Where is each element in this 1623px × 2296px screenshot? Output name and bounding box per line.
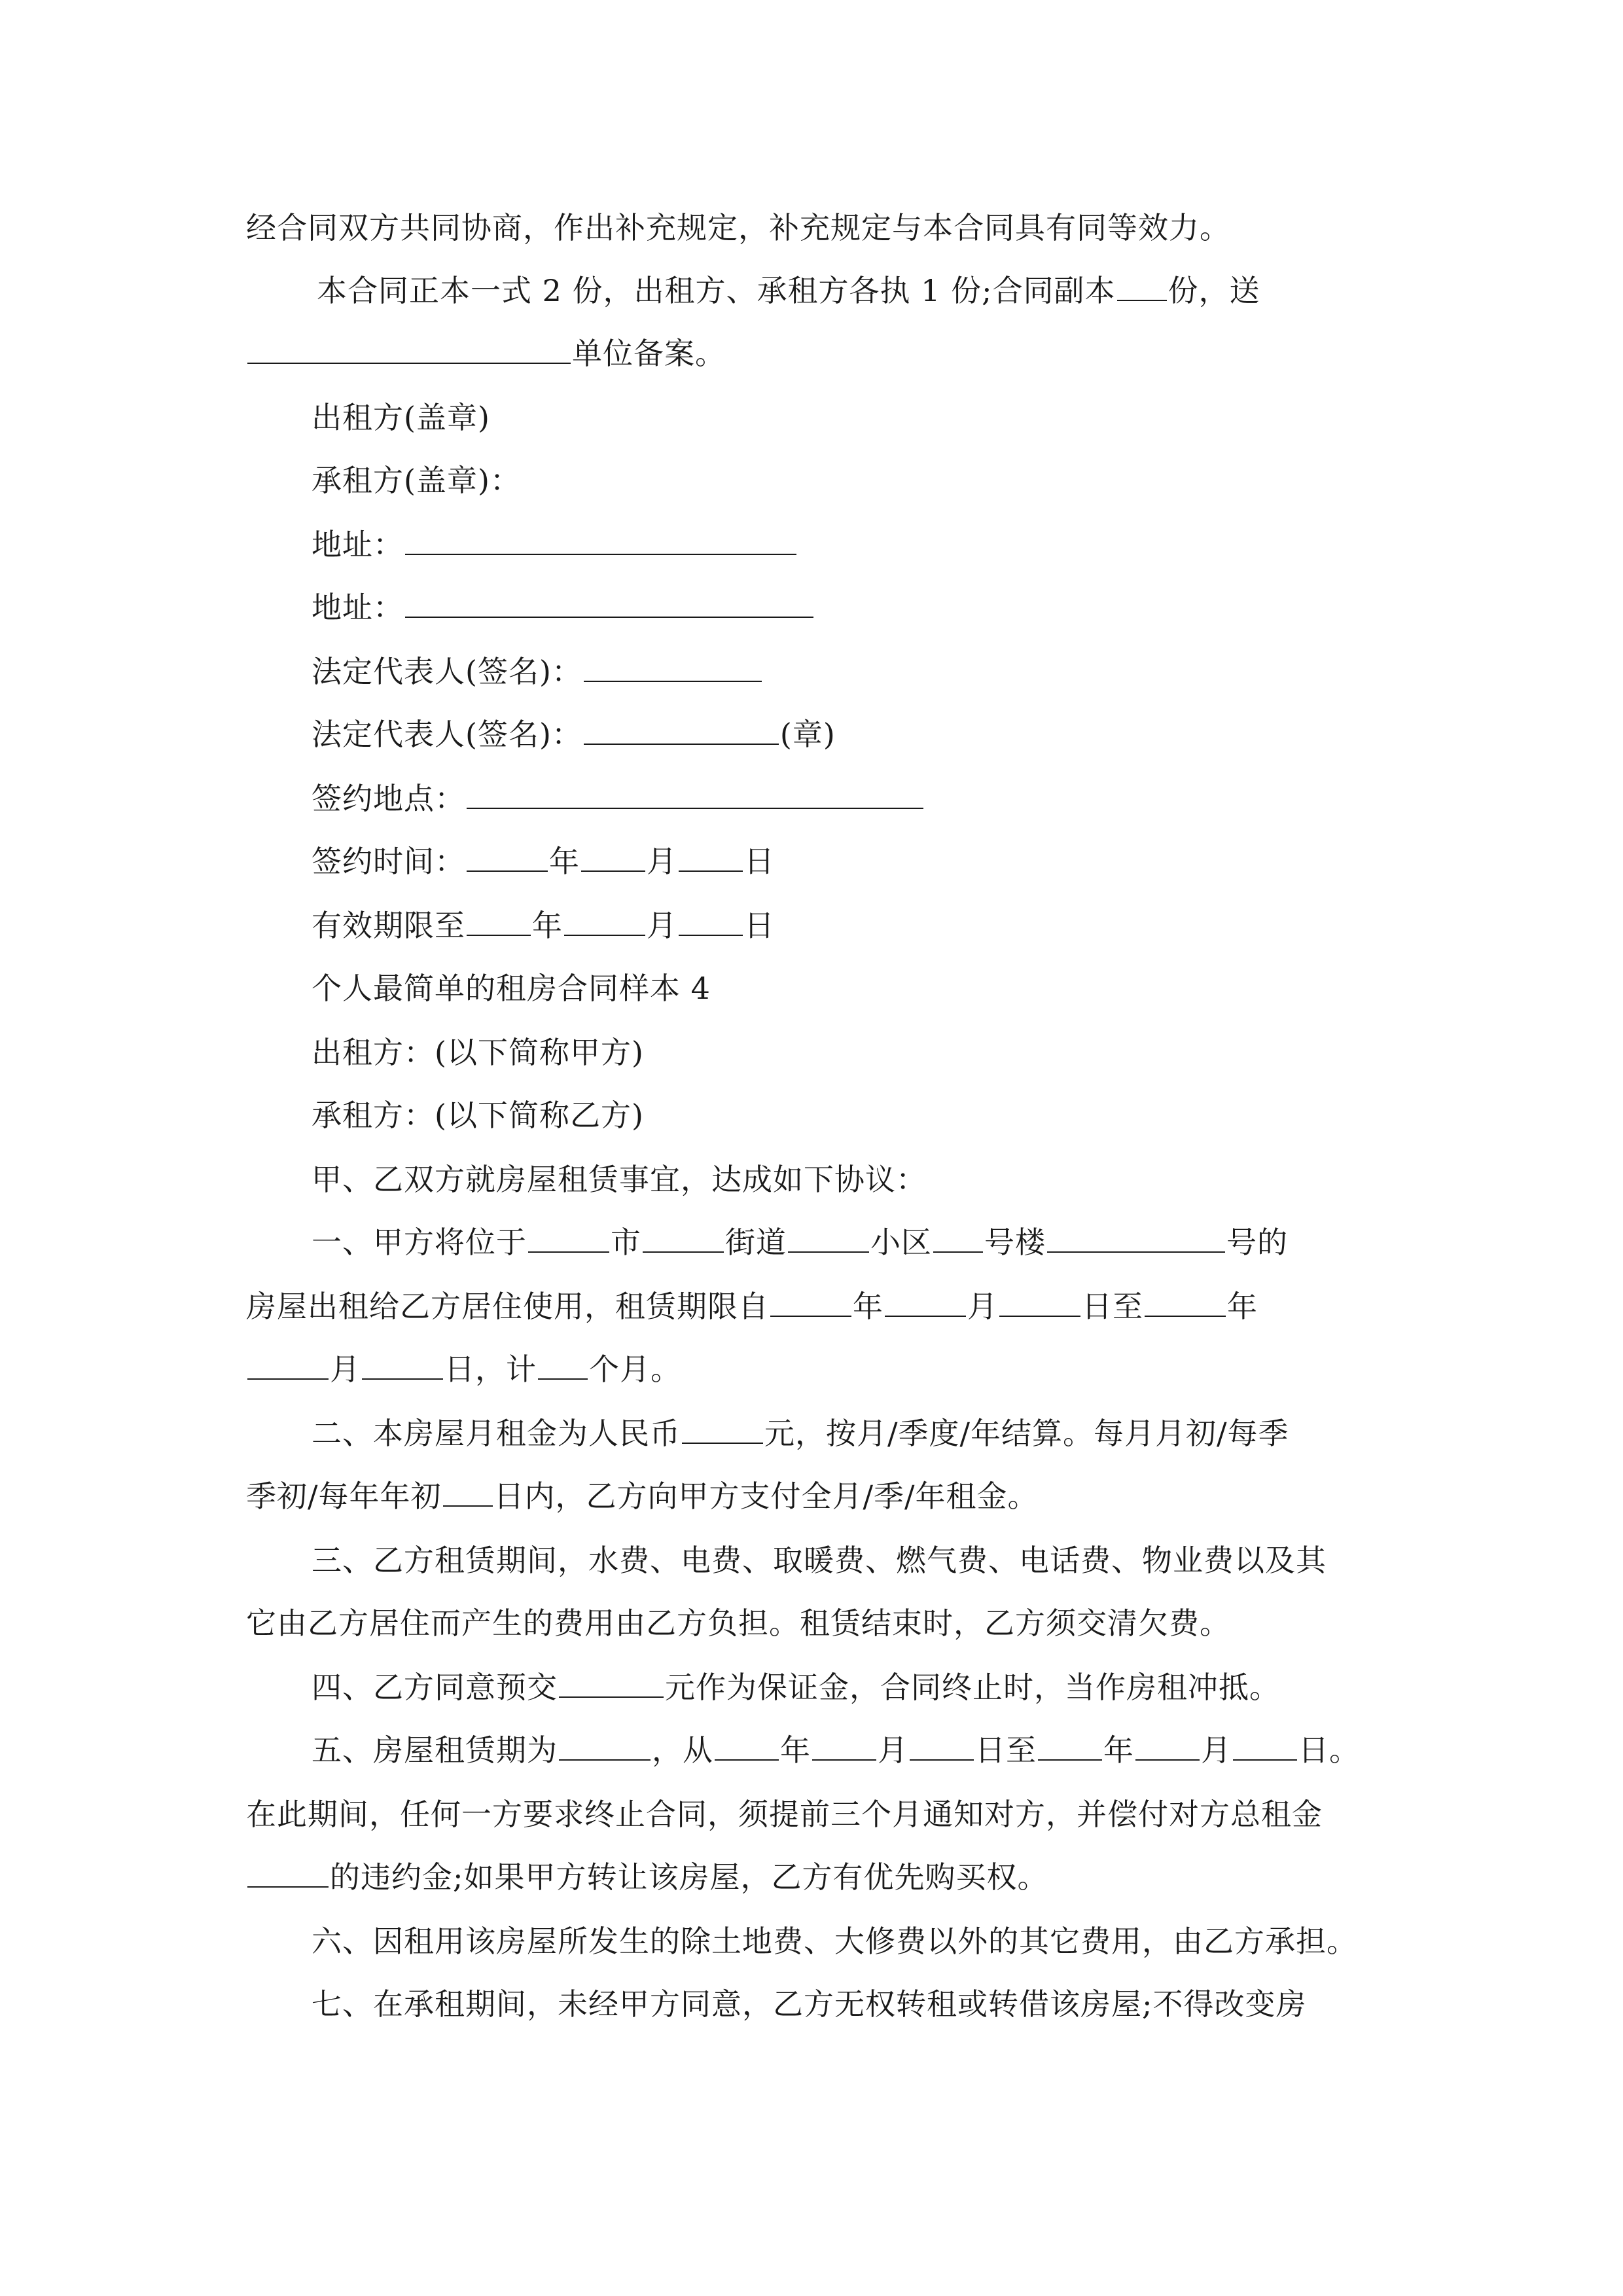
text: 月	[330, 1352, 361, 1387]
clause-2-line	[246, 1477, 1039, 1516]
text: 元，按月/季度/年结算。每月月初/每季	[764, 1416, 1289, 1451]
text: 年	[549, 844, 580, 879]
clause-5-line	[246, 1857, 1048, 1897]
paragraph-line	[246, 334, 726, 373]
text: 个月。	[589, 1352, 681, 1387]
blank-underline	[788, 1223, 869, 1253]
blank-underline	[1233, 1731, 1297, 1761]
text: 二、本房屋月租金为人民币	[312, 1416, 681, 1451]
text: 经合同双方共同协商，作出补充规定，补充规定与本合同具有同等效力。	[246, 210, 1230, 245]
clause-5-line	[246, 1795, 1323, 1834]
text: 有效期限至	[312, 908, 465, 943]
text: 地址：	[312, 590, 404, 625]
clause-4-line	[312, 1668, 1280, 1707]
text: 三、乙方租赁期间，水费、电费、取暖费、燃气费、电话费、物业费以及其	[312, 1543, 1327, 1578]
text: 日至	[975, 1732, 1037, 1768]
text: 号的	[1226, 1225, 1288, 1260]
text: 年	[780, 1732, 811, 1768]
text: 在此期间，任何一方要求终止合同，须提前三个月通知对方，并偿付对方总租金	[246, 1797, 1323, 1832]
text: 它由乙方居住而产生的费用由乙方负担。租赁结束时，乙方须交清欠费。	[246, 1605, 1230, 1641]
text: 个人最简单的租房合同样本 4	[312, 971, 711, 1006]
text: 小区	[870, 1225, 932, 1260]
blank-underline	[467, 842, 548, 872]
clause-6-line	[312, 1922, 1357, 1961]
text: 份，送	[1168, 273, 1260, 308]
blank-underline	[247, 1857, 329, 1888]
section-title	[312, 969, 711, 1008]
text: 月	[967, 1289, 998, 1324]
legal-rep-line	[312, 652, 763, 691]
blank-underline	[247, 1350, 329, 1380]
text: 年	[853, 1289, 883, 1324]
text: 签约时间：	[312, 844, 465, 879]
clause-1-line	[312, 1223, 1288, 1262]
blank-underline	[1135, 1731, 1200, 1761]
blank-underline	[679, 906, 743, 936]
party-lessee-seal	[312, 461, 521, 500]
text: 日内，乙方向甲方支付全月/季/年租金。	[493, 1479, 1039, 1514]
text: 出租方(盖章)	[312, 400, 490, 435]
blank-underline	[1047, 1223, 1225, 1253]
validity-line	[312, 906, 775, 945]
blank-underline	[770, 1287, 851, 1317]
blank-underline	[247, 334, 571, 364]
text: 承租方(盖章)：	[312, 463, 521, 498]
clause-7-line	[312, 1984, 1307, 2024]
text: 本合同正本一式 2 份，出租方、承租方各执 1 份;合同副本	[317, 273, 1116, 308]
text: 七、在承租期间，未经甲方同意，乙方无权转租或转借该房屋;不得改变房	[312, 1986, 1307, 2022]
text: 号楼	[984, 1225, 1046, 1260]
text: 日	[744, 908, 775, 943]
paragraph-line	[246, 208, 1230, 247]
party-lessor-seal	[312, 398, 490, 437]
text: 年	[532, 908, 563, 943]
text: 月	[647, 908, 677, 943]
text: 出租方：(以下简称甲方)	[312, 1035, 644, 1070]
text: 街道	[725, 1225, 787, 1260]
blank-underline	[584, 652, 762, 682]
text: 签约地点：	[312, 781, 465, 816]
blank-underline	[1117, 271, 1167, 301]
blank-underline	[715, 1731, 779, 1761]
blank-underline	[405, 525, 796, 555]
blank-underline	[1038, 1731, 1102, 1761]
party-lessor	[312, 1033, 644, 1072]
signing-place-line	[312, 779, 925, 818]
blank-underline	[581, 842, 645, 872]
text: 法定代表人(签名)：	[312, 654, 582, 689]
blank-underline	[467, 779, 923, 809]
text: 月	[647, 844, 677, 879]
blank-underline	[443, 1477, 493, 1507]
clause-2-line	[312, 1414, 1289, 1453]
text: 日	[744, 844, 775, 879]
text: 月	[1201, 1732, 1232, 1768]
blank-underline	[559, 1668, 664, 1698]
text: 季初/每年年初	[246, 1479, 442, 1514]
text: 承租方：(以下简称乙方)	[312, 1098, 644, 1133]
blank-underline	[362, 1350, 443, 1380]
blank-underline	[999, 1287, 1080, 1317]
clause-5-line	[312, 1731, 1360, 1770]
blank-underline	[812, 1731, 876, 1761]
blank-underline	[679, 842, 743, 872]
text: 年	[1227, 1289, 1258, 1324]
text: 六、因租用该房屋所发生的除土地费、大修费以外的其它费用，由乙方承担。	[312, 1924, 1357, 1959]
blank-underline	[1145, 1287, 1226, 1317]
paragraph-line	[317, 271, 1260, 310]
text: 甲、乙双方就房屋租赁事宜，达成如下协议：	[312, 1162, 927, 1197]
text: 一、甲方将位于	[312, 1225, 527, 1260]
blank-underline	[885, 1287, 966, 1317]
text: 日。	[1298, 1732, 1360, 1768]
text: 五、房屋租赁期为	[312, 1732, 558, 1768]
text: 市	[611, 1225, 641, 1260]
text: ，从	[652, 1732, 713, 1768]
text: 元作为保证金，合同终止时，当作房租冲抵。	[665, 1670, 1280, 1705]
text: 年	[1103, 1732, 1134, 1768]
blank-underline	[584, 715, 779, 745]
text: 日，计	[444, 1352, 537, 1387]
blank-underline	[538, 1350, 588, 1380]
clause-1-line	[246, 1350, 681, 1389]
blank-underline	[467, 906, 531, 936]
blank-underline	[405, 588, 813, 618]
legal-rep-line	[312, 715, 836, 754]
blank-underline	[910, 1731, 974, 1761]
blank-underline	[682, 1414, 763, 1444]
text: 四、乙方同意预交	[312, 1670, 558, 1705]
text: 单位备案。	[572, 336, 726, 371]
clause-1-line	[246, 1287, 1258, 1326]
blank-underline	[528, 1223, 609, 1253]
blank-underline	[559, 1731, 651, 1761]
clause-3-line	[312, 1541, 1327, 1580]
party-lessee	[312, 1096, 644, 1135]
agreement-intro	[312, 1160, 927, 1199]
address-line	[312, 588, 815, 627]
signing-time-line	[312, 842, 775, 881]
blank-underline	[643, 1223, 724, 1253]
text: 法定代表人(签名)：	[312, 717, 582, 752]
text: 月	[878, 1732, 908, 1768]
text: 地址：	[312, 527, 404, 562]
text: (章)	[779, 717, 836, 752]
address-line	[312, 525, 798, 564]
blank-underline	[933, 1223, 983, 1253]
clause-3-line	[246, 1604, 1230, 1643]
text: 的违约金;如果甲方转让该房屋，乙方有优先购买权。	[330, 1859, 1048, 1895]
text: 日至	[1082, 1289, 1143, 1324]
text: 房屋出租给乙方居住使用，租赁期限自	[246, 1289, 769, 1324]
blank-underline	[564, 906, 645, 936]
